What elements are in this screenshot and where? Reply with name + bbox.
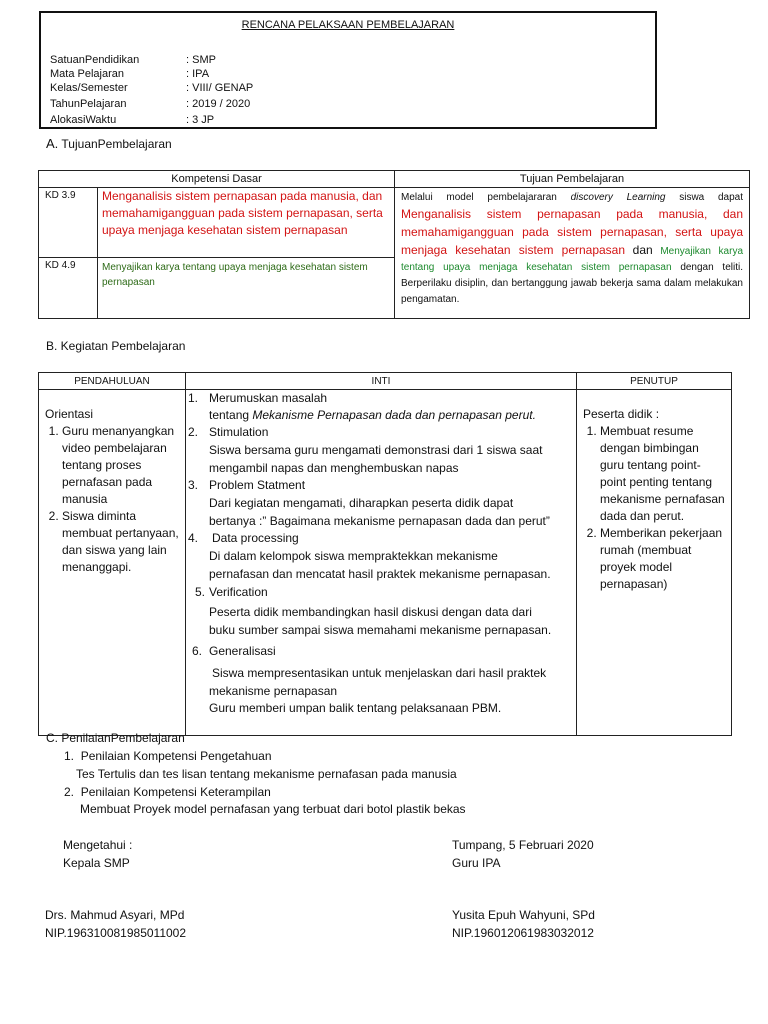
col-penutup: PENUTUP [577,373,732,390]
penutup-cell [577,390,732,736]
guru-nip: NIP.196012061983032012 [452,926,594,940]
id-label-satuan: SatuanPendidikan [50,54,140,66]
kegiatan-table [38,372,732,736]
kepala-name: Drs. Mahmud Asyari, MPd [45,908,185,922]
kd-code: KD 4.9 [39,258,98,319]
id-value-mapel: : IPA [186,68,210,80]
section-c-heading: C. PenilaianPembelajaran [46,731,185,745]
penilaian-item: 1. Penilaian Kompetensi Pengetahuan [64,749,272,763]
mengetahui-label: Mengetahui : [63,838,133,852]
pendahuluan-cell [39,390,186,736]
step-title: Generalisasi [209,644,276,658]
tujuan-text: Melalui model pembelajararan discovery Learning siswa dapat Menganalisis sistem pernapasan pada manusia, dan memahamigangguan pada sistem pernapasan, serta upaya menjaga kesehatan sistem pernapasan dan Menyajikan karya tentang upaya menjaga kesehatan sistem pernapasan dengan teliti. Berperilaku disiplin, dan bertanggung jawab bekerja sama dalam melakukan pengamatan. [395,188,750,319]
step-title: Problem Statment [209,478,306,492]
step-title: Data processing [212,531,299,545]
section-a-heading: A. TujuanPembelajaran [46,136,172,151]
col-inti: INTI [186,373,577,390]
kepala-nip: NIP.196310081985011002 [45,926,187,940]
id-value-kelas: : VIII/ GENAP [186,82,254,94]
guru-role: Guru IPA [452,856,501,870]
step-title: Verification [209,585,268,599]
id-value-tahun: : 2019 / 2020 [186,98,251,110]
guru-name: Yusita Epuh Wahyuni, SPd [452,908,595,922]
id-value-satuan: : SMP [186,54,216,66]
id-label-alokasi: AlokasiWaktu [50,114,117,126]
list-item: 2. Memberikan pekerjaan rumah (membuat proyek model pernapasan) [600,525,725,593]
kd-text: Menganalisis sistem pernapasan pada manusia, dan memahamigangguan pada sistem pernapasan, serta upaya menjaga kesehatan sistem pernapasan [98,188,395,258]
list-item: 1. Membuat resume dengan bimbingan guru tentang point-point penting tentang mekanisme pernafasan dada dan perut. [600,423,725,525]
section-b-heading: B. Kegiatan Pembelajaran [46,339,186,353]
col-kompetensi-dasar: Kompetensi Dasar [39,171,395,188]
col-tujuan-pembelajaran: Tujuan Pembelajaran [395,171,750,188]
id-label-tahun: TahunPelajaran [50,98,127,110]
penilaian-desc: Membuat Proyek model pernafasan yang terbuat dari botol plastik bekas [80,802,466,816]
kd-code: KD 3.9 [39,188,98,258]
id-label-kelas: Kelas/Semester [50,82,128,94]
kd-text: Menyajikan karya tentang upaya menjaga kesehatan sistem pernapasan [98,258,395,319]
kepala-role: Kepala SMP [63,856,130,870]
header-box [39,11,657,129]
id-label-mapel: Mata Pelajaran [50,68,124,80]
penutup-title: Peserta didik : [583,407,660,421]
step-title: Stimulation [209,425,269,439]
inti-cell: 1. Merumuskan masalah tentang Mekanisme Pernapasan dada dan pernapasan perut. 2. Stimulation Siswa bersama guru mengamati demonstrasi dari 1 siswa saat mengambil napas dan menghembuskan napas 3. Problem Statment Dari kegiatan mengamati, diharapkan peserta didik dapat bertanya :” Bagaimana mekanisme pernapasan dada dan perut” 4. Data processing Di dalam kelompok siswa mempraktekkan mekanisme pernafasan dan mencatat hasil praktek mekanisme pernapasan. 5. Verification Peserta didik membandingkan hasil diskusi dengan data dari buku sumber sampai siswa memahami mekanisme pernapasan. 6. Generalisasi Siswa mempresentasikan untuk menjelaskan dari hasil praktek mekanisme pernapasan Guru memberi umpan balik tentang pelaksanaan PBM. [186,390,577,736]
sign-date: Tumpang, 5 Februari 2020 [452,838,594,852]
step-title: Merumuskan masalah [209,391,328,405]
id-value-alokasi: : 3 JP [186,114,215,126]
document-title: RENCANA PELAKSAAN PEMBELAJARAN [241,19,455,31]
tujuan-table [38,170,750,319]
list-item: 1. Guru menanyangkan video pembelajaran tentang proses pernafasan pada manusia [62,423,179,508]
col-pendahuluan: PENDAHULUAN [39,373,186,390]
list-item: 2. Siswa diminta membuat pertanyaan, dan siswa yang lain menanggapi. [62,508,179,576]
penilaian-item: 2. Penilaian Kompetensi Keterampilan [64,785,271,799]
orientasi-title: Orientasi [45,407,94,421]
penilaian-desc: Tes Tertulis dan tes lisan tentang mekanisme pernafasan pada manusia [76,767,457,781]
